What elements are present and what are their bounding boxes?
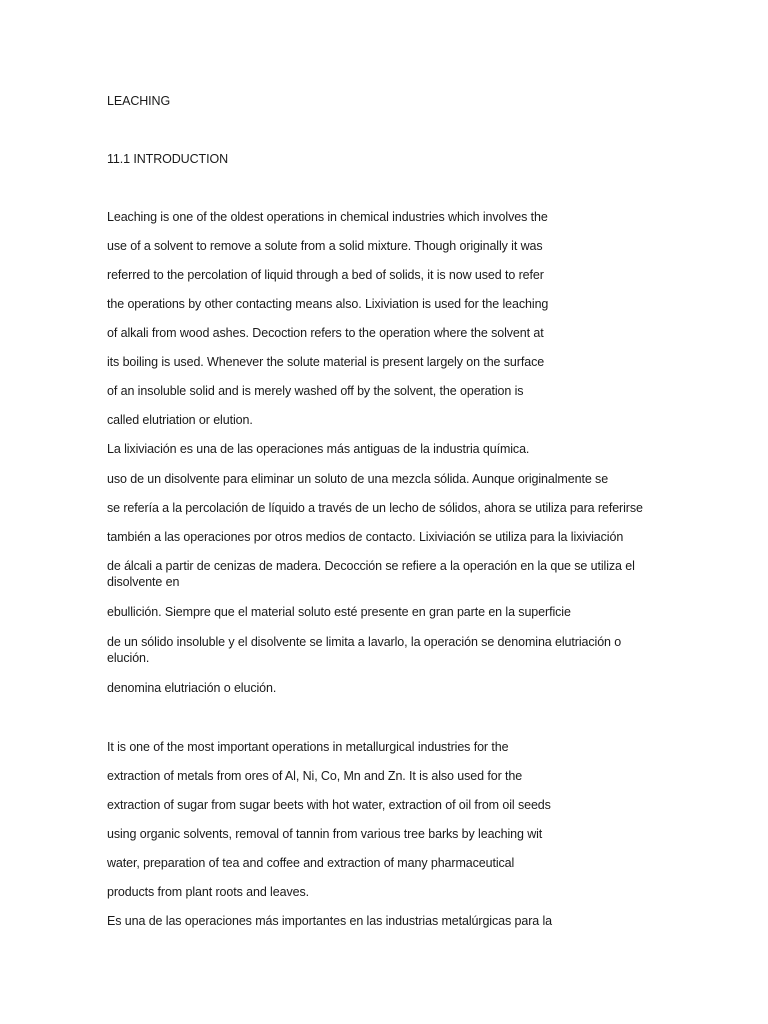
text-line: of alkali from wood ashes. Decoction refers to the operation where the solvent at xyxy=(107,326,544,340)
text-line: water, preparation of tea and coffee and extraction of many pharmaceutical xyxy=(107,856,515,870)
text-line: the operations by other contacting means also. Lixiviation is used for the leaching xyxy=(107,297,549,311)
text-line: Es una de las operaciones más importantes en las industrias metalúrgicas para la xyxy=(107,914,553,928)
text-line: Leaching is one of the oldest operations in chemical industries which involves the xyxy=(107,210,548,224)
text-line: of an insoluble solid and is merely washed off by the solvent, the operation is xyxy=(107,384,524,398)
text-line: extraction of metals from ores of Al, Ni, Co, Mn and Zn. It is also used for the xyxy=(107,769,523,783)
text-line: extraction of sugar from sugar beets with hot water, extraction of oil from oil seeds xyxy=(107,798,551,812)
document-title: LEACHING xyxy=(107,94,171,108)
text-line: ebullición. Siempre que el material soluto esté presente en gran parte en la superficie xyxy=(107,605,571,619)
text-line: se refería a la percolación de líquido a través de un lecho de sólidos, ahora se utiliza para referirse xyxy=(107,501,643,515)
text-line: uso de un disolvente para eliminar un soluto de una mezcla sólida. Aunque originalmente se xyxy=(107,472,609,486)
text-line: It is one of the most important operations in metallurgical industries for the xyxy=(107,740,509,754)
text-line: La lixiviación es una de las operaciones más antiguas de la industria química. xyxy=(107,442,530,456)
text-line: de un sólido insoluble y el disolvente se limita a lavarlo, la operación se denomina elutriación o elución. xyxy=(107,635,622,665)
text-line: también a las operaciones por otros medios de contacto. Lixiviación se utiliza para la lixiviación xyxy=(107,530,624,544)
text-line: products from plant roots and leaves. xyxy=(107,885,309,899)
text-line: de álcali a partir de cenizas de madera. Decocción se refiere a la operación en la que se utiliza el disolvente en xyxy=(107,559,635,589)
text-line: called elutriation or elution. xyxy=(107,413,253,427)
text-line: using organic solvents, removal of tannin from various tree barks by leaching wit xyxy=(107,827,543,841)
text-line: its boiling is used. Whenever the solute material is present largely on the surface xyxy=(107,355,545,369)
text-line: use of a solvent to remove a solute from a solid mixture. Though originally it was xyxy=(107,239,543,253)
text-line: denomina elutriación o elución. xyxy=(107,681,277,695)
text-line: referred to the percolation of liquid through a bed of solids, it is now used to refer xyxy=(107,268,544,282)
section-heading: 11.1 INTRODUCTION xyxy=(107,152,228,166)
